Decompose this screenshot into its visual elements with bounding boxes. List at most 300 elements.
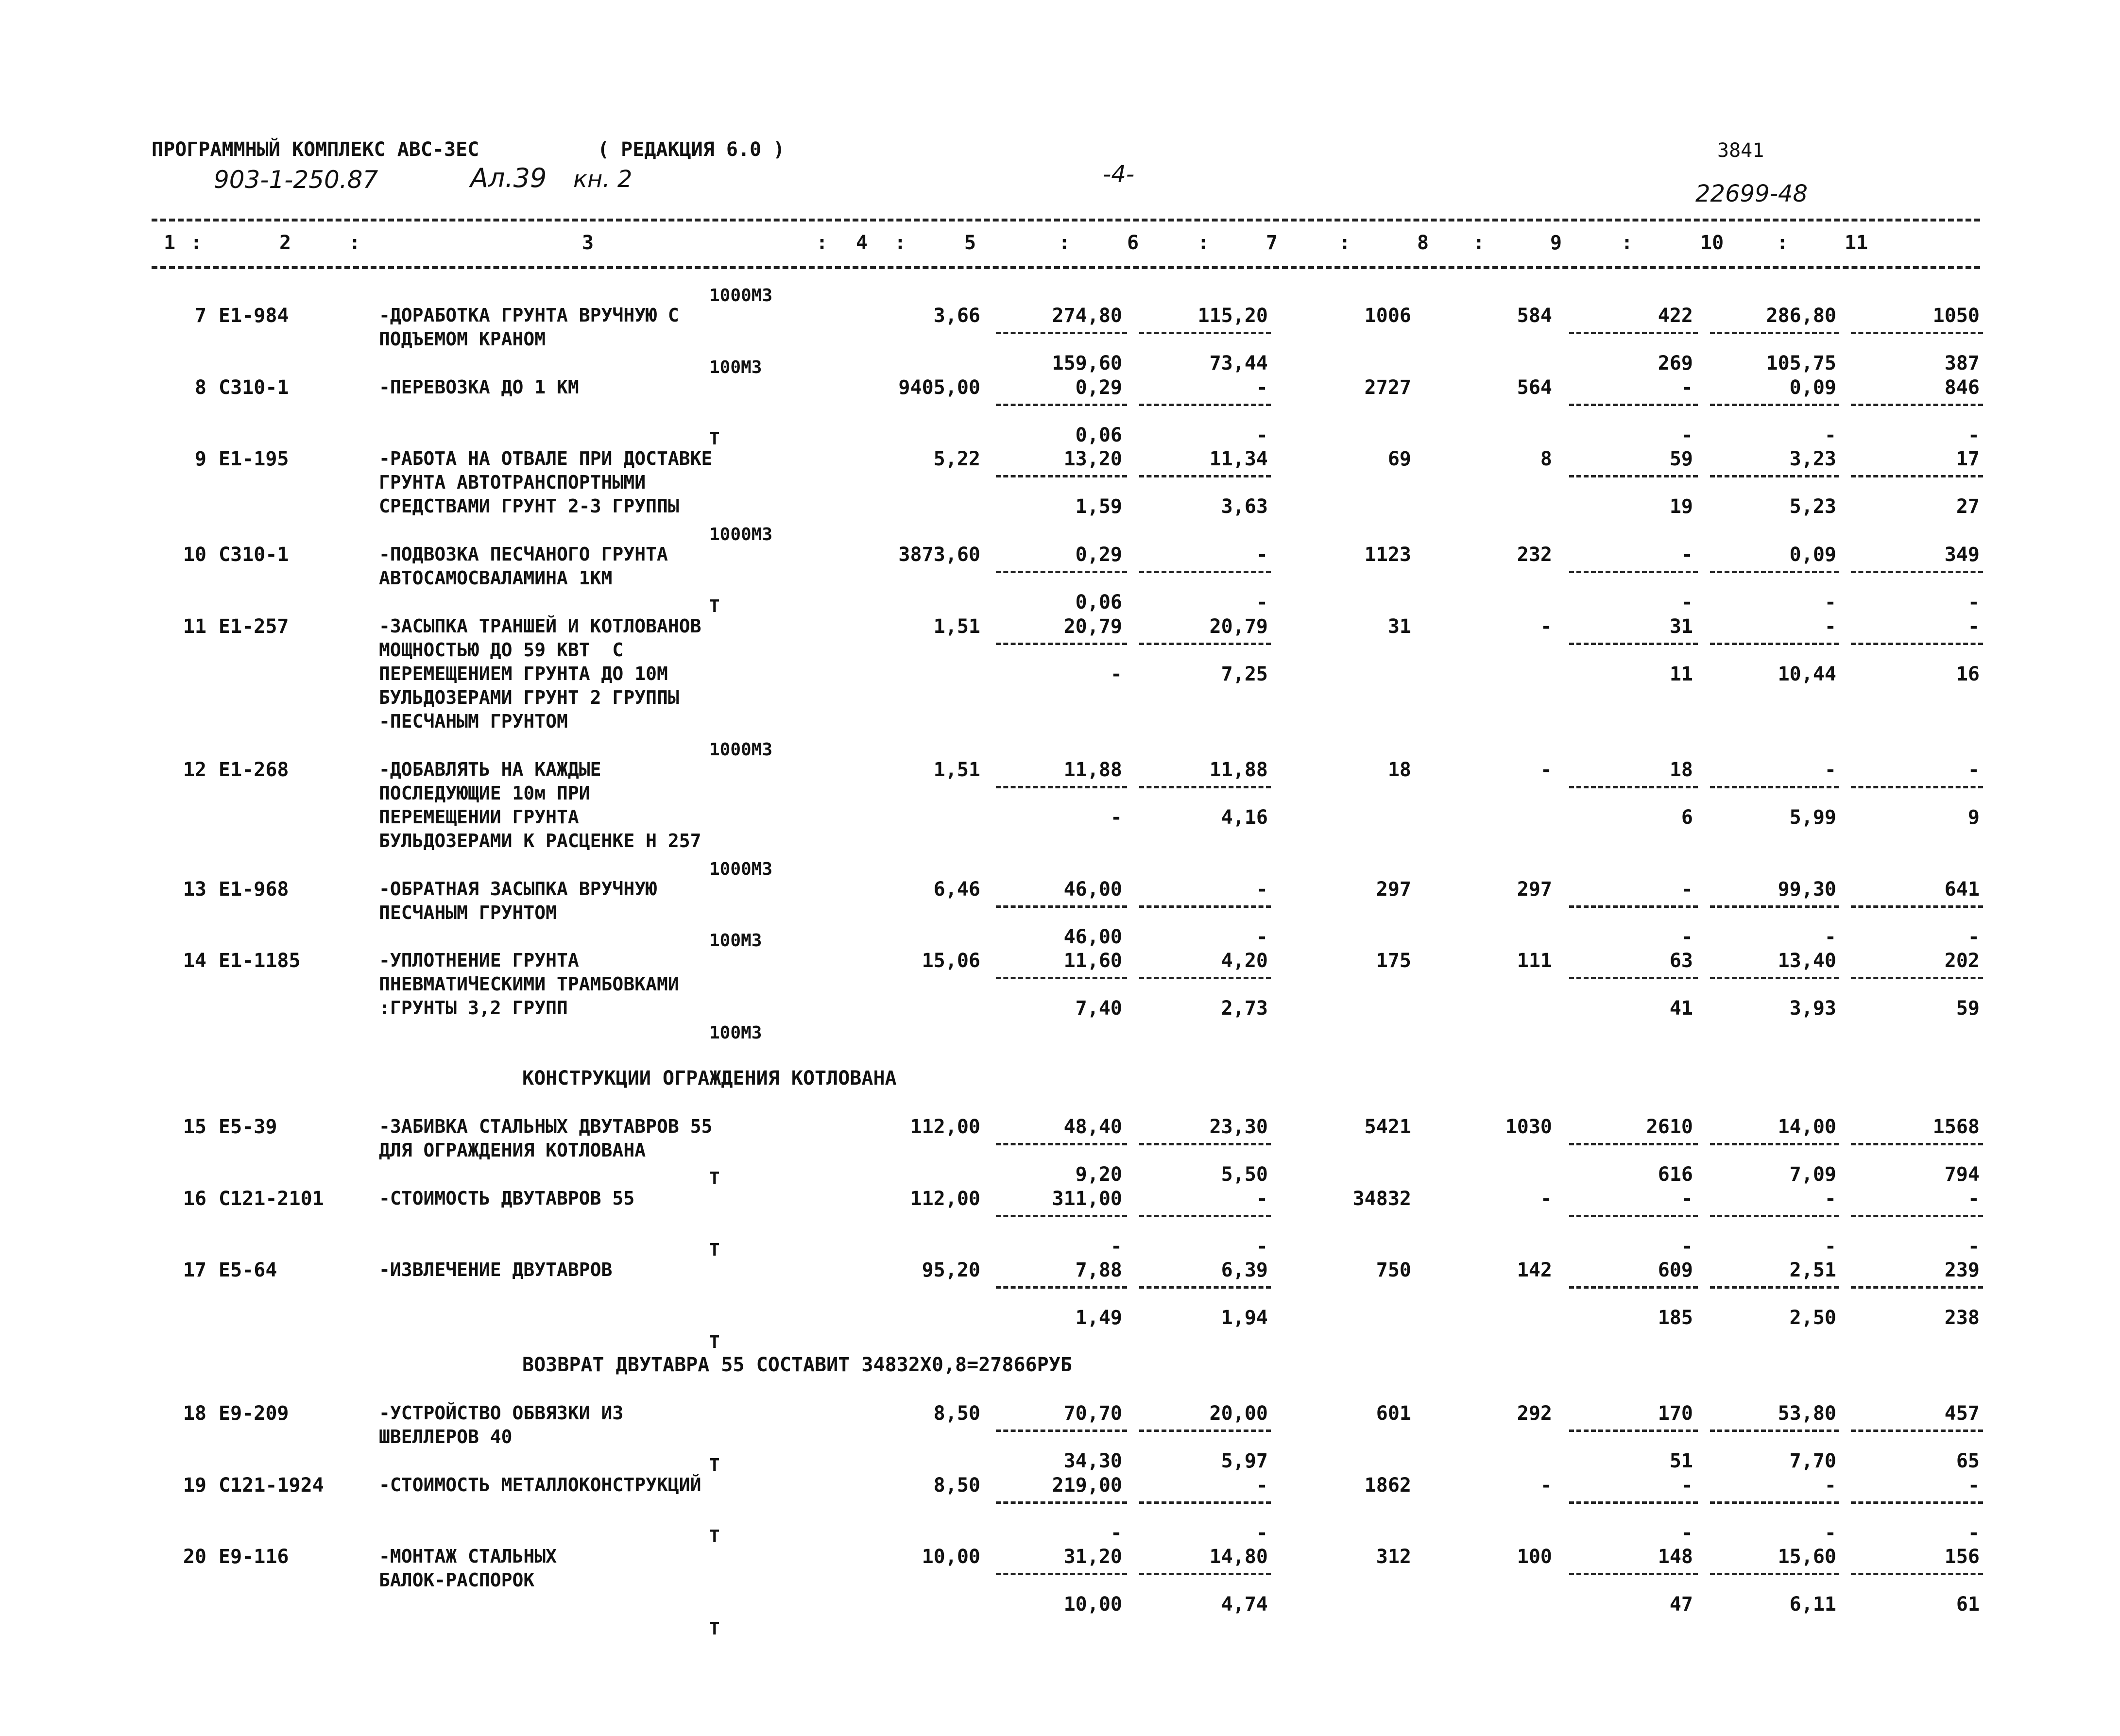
machine-wages-total: 11 <box>1669 663 1693 685</box>
work-description-line: ПЕРЕМЕЩЕНИИ ГРУНТА <box>379 806 579 828</box>
fraction-divider <box>996 1215 1127 1217</box>
column-header-3: 3 <box>582 232 594 254</box>
work-description-line: -ЗАСЫПКА ТРАНШЕЙ И КОТЛОВАНОВ <box>379 615 701 637</box>
total-cost: 18 <box>1387 759 1411 781</box>
labor-per-unit: 99,30 <box>1778 878 1836 901</box>
quantity-value: 112,00 <box>910 1116 980 1138</box>
work-description-line: -СТОИМОСТЬ ДВУТАВРОВ 55 <box>379 1188 635 1209</box>
machinist-labor-total: - <box>1967 424 1980 446</box>
unit-cost-machines: - <box>1256 878 1268 901</box>
unit-cost-total: 13,20 <box>1063 448 1122 470</box>
labor-total: 202 <box>1944 950 1980 972</box>
fraction-divider <box>1569 1573 1698 1575</box>
unit-label: Т <box>709 1527 720 1547</box>
unit-cost-machine-wages: 4,16 <box>1221 806 1268 829</box>
machines-total: 31 <box>1669 615 1693 638</box>
unit-cost-wages: 10,00 <box>1063 1593 1122 1616</box>
machines-total: - <box>1681 1188 1693 1210</box>
machinist-labor-total: - <box>1967 1522 1980 1544</box>
fraction-divider <box>1139 786 1271 788</box>
unit-cost-wages: 0,06 <box>1075 591 1122 613</box>
fraction-divider <box>1139 643 1271 645</box>
unit-cost-machine-wages: - <box>1256 926 1268 948</box>
labor-per-unit: 14,00 <box>1778 1116 1836 1138</box>
machinist-labor-per-unit: 105,75 <box>1766 352 1836 374</box>
unit-cost-machine-wages: 2,73 <box>1221 997 1268 1020</box>
work-description-line: ПЕРЕМЕЩЕНИЕМ ГРУНТА ДО 10М <box>379 663 668 684</box>
fraction-divider <box>1569 786 1698 788</box>
column-header-1: 1 <box>164 232 176 254</box>
unit-label: 100М3 <box>709 357 762 377</box>
labor-per-unit: 0,09 <box>1789 376 1836 399</box>
machinist-labor-total: 794 <box>1944 1163 1980 1186</box>
fraction-divider <box>1569 977 1698 979</box>
column-separator: : <box>190 232 203 254</box>
unit-cost-machine-wages: 73,44 <box>1209 352 1268 374</box>
labor-per-unit: 286,80 <box>1766 305 1836 327</box>
work-description-line: -ДОБАВЛЯТЬ НА КАЖДЫЕ <box>379 759 601 780</box>
row-number: 17 <box>183 1259 206 1281</box>
unit-label: Т <box>709 1240 720 1260</box>
fraction-divider <box>1710 1573 1839 1575</box>
labor-total: 17 <box>1956 448 1980 470</box>
fraction-divider <box>1851 332 1983 334</box>
fraction-divider <box>1139 571 1271 573</box>
machine-wages-total: - <box>1681 926 1693 948</box>
labor-per-unit: 2,51 <box>1789 1259 1836 1281</box>
unit-cost-wages: 1,59 <box>1075 495 1122 518</box>
fraction-divider <box>1851 404 1983 406</box>
unit-cost-machines: - <box>1256 1474 1268 1497</box>
labor-total: - <box>1967 615 1980 638</box>
fraction-divider <box>1710 977 1839 979</box>
machinist-labor-total: 27 <box>1956 495 1980 518</box>
unit-cost-machine-wages: 4,74 <box>1221 1593 1268 1616</box>
work-description-line: :ГРУНТЫ 3,2 ГРУПП <box>379 997 568 1019</box>
column-separator: : <box>1339 232 1351 254</box>
column-separator: : <box>816 232 828 254</box>
fraction-divider <box>1710 332 1839 334</box>
work-description-line: -ПЕРЕВОЗКА ДО 1 КМ <box>379 376 579 398</box>
row-number: 9 <box>194 448 206 470</box>
work-description-line: ГРУНТА АВТОТРАНСПОРТНЫМИ <box>379 472 646 493</box>
work-description-line: БАЛОК-РАСПОРОК <box>379 1569 535 1591</box>
machines-total: - <box>1681 878 1693 901</box>
labor-total: 846 <box>1944 376 1980 399</box>
unit-cost-wages: 7,40 <box>1075 997 1122 1020</box>
section-title-enclosure: КОНСТРУКЦИИ ОГРАЖДЕНИЯ КОТЛОВАНА <box>522 1067 897 1089</box>
rate-code: С310-1 <box>219 544 289 566</box>
section-title-refund: ВОЗВРАТ ДВУТАВРА 55 СОСТАВИТ 34832Х0,8=27866РУБ <box>522 1354 1072 1376</box>
total-cost: 601 <box>1376 1402 1411 1425</box>
machine-wages-total: - <box>1681 424 1693 446</box>
total-cost: 750 <box>1376 1259 1411 1281</box>
unit-label: Т <box>709 1619 720 1639</box>
machinist-labor-total: 59 <box>1956 997 1980 1020</box>
rate-code: С121-2101 <box>219 1188 324 1210</box>
quantity-value: 8,50 <box>933 1402 980 1425</box>
fraction-divider <box>1851 475 1983 477</box>
row-number: 20 <box>183 1546 206 1568</box>
unit-cost-machines: 11,34 <box>1209 448 1268 470</box>
rate-code: Е1-268 <box>219 759 289 781</box>
labor-per-unit: - <box>1824 615 1836 638</box>
fraction-divider <box>1851 1143 1983 1145</box>
unit-label: 1000М3 <box>709 859 773 879</box>
machinist-labor-per-unit: 6,11 <box>1789 1593 1836 1616</box>
machine-wages-total: 269 <box>1658 352 1693 374</box>
row-number: 8 <box>194 376 206 399</box>
machinist-labor-per-unit: - <box>1824 424 1836 446</box>
labor-per-unit: - <box>1824 1474 1836 1497</box>
fraction-divider <box>1851 1501 1983 1504</box>
stamp-top: 3841 <box>1717 139 1764 162</box>
machinist-labor-total: 387 <box>1944 352 1980 374</box>
fraction-divider <box>996 1501 1127 1504</box>
unit-label: Т <box>709 1455 720 1475</box>
unit-cost-wages: 46,00 <box>1063 926 1122 948</box>
row-number: 18 <box>183 1402 206 1425</box>
wages-total: 1030 <box>1505 1116 1552 1138</box>
work-description-line: ПОСЛЕДУЮЩИЕ 10м ПРИ <box>379 783 590 804</box>
unit-cost-wages: 1,49 <box>1075 1307 1122 1329</box>
work-description-line: АВТОСАМОСВАЛАМИНА 1КМ <box>379 567 613 589</box>
machinist-labor-per-unit: - <box>1824 1235 1836 1258</box>
quantity-value: 10,00 <box>922 1546 980 1568</box>
labor-total: 156 <box>1944 1546 1980 1568</box>
work-description-line: МОЩНОСТЬЮ ДО 59 КВТ С <box>379 639 624 661</box>
machinist-labor-total: 9 <box>1967 806 1980 829</box>
stamp-bottom: 22699-48 <box>1695 180 1808 207</box>
unit-label: 100М3 <box>709 931 762 951</box>
total-cost: 31 <box>1387 615 1411 638</box>
row-number: 13 <box>183 878 206 901</box>
quantity-value: 9405,00 <box>898 376 980 399</box>
wages-total: - <box>1540 759 1552 781</box>
column-header-7: 7 <box>1266 232 1278 254</box>
column-separator: : <box>1473 232 1485 254</box>
fraction-divider <box>1139 1143 1271 1145</box>
machinist-labor-per-unit: 5,23 <box>1789 495 1836 518</box>
fraction-divider <box>996 571 1127 573</box>
quantity-value: 5,22 <box>933 448 980 470</box>
labor-total: 349 <box>1944 544 1980 566</box>
unit-cost-total: 70,70 <box>1063 1402 1122 1425</box>
unit-label: 1000М3 <box>709 740 773 760</box>
machinist-labor-per-unit: 3,93 <box>1789 997 1836 1020</box>
fraction-divider <box>996 1286 1127 1289</box>
total-cost: 2727 <box>1364 376 1411 399</box>
fraction-divider <box>996 786 1127 788</box>
column-separator: : <box>894 232 906 254</box>
column-header-11: 11 <box>1845 232 1868 254</box>
labor-total: - <box>1967 1474 1980 1497</box>
labor-total: 1568 <box>1932 1116 1980 1138</box>
labor-per-unit: 13,40 <box>1778 950 1836 972</box>
fraction-divider <box>1851 977 1983 979</box>
unit-label: Т <box>709 1169 720 1189</box>
machines-total: 63 <box>1669 950 1693 972</box>
machines-total: 2610 <box>1646 1116 1693 1138</box>
rate-code: Е1-984 <box>219 305 289 327</box>
rate-code: С121-1924 <box>219 1474 324 1497</box>
work-description-line: -МОНТАЖ СТАЛЬНЫХ <box>379 1546 557 1567</box>
fraction-divider <box>1139 475 1271 477</box>
column-header-2: 2 <box>279 232 291 254</box>
fraction-divider <box>1710 1430 1839 1432</box>
wages-total: 564 <box>1517 376 1552 399</box>
total-cost: 5421 <box>1364 1116 1411 1138</box>
unit-cost-total: 11,88 <box>1063 759 1122 781</box>
unit-cost-machine-wages: - <box>1256 1235 1268 1258</box>
machinist-labor-per-unit: 2,50 <box>1789 1307 1836 1329</box>
labor-total: - <box>1967 759 1980 781</box>
unit-cost-total: 0,29 <box>1075 376 1122 399</box>
column-separator: : <box>1621 232 1633 254</box>
machine-wages-total: 6 <box>1681 806 1693 829</box>
quantity-value: 8,50 <box>933 1474 980 1497</box>
album-label: Ал.39 <box>470 163 547 193</box>
labor-total: 457 <box>1944 1402 1980 1425</box>
machines-total: 422 <box>1658 305 1693 327</box>
quantity-value: 3873,60 <box>898 544 980 566</box>
fraction-divider <box>1139 905 1271 908</box>
unit-label: Т <box>709 429 720 449</box>
machines-total: - <box>1681 1474 1693 1497</box>
unit-cost-wages: - <box>1110 1522 1122 1544</box>
doc-code: 903-1-250.87 <box>214 166 378 194</box>
fraction-divider <box>1569 1430 1698 1432</box>
fraction-divider <box>1851 643 1983 645</box>
machines-total: 170 <box>1658 1402 1693 1425</box>
fraction-divider <box>1569 1215 1698 1217</box>
fraction-divider <box>1139 1286 1271 1289</box>
fraction-divider <box>996 404 1127 406</box>
work-description-line: -ПЕСЧАНЫМ ГРУНТОМ <box>379 711 568 732</box>
fraction-divider <box>1851 905 1983 908</box>
fraction-divider <box>996 1573 1127 1575</box>
machinist-labor-per-unit: - <box>1824 926 1836 948</box>
unit-cost-machines: - <box>1256 544 1268 566</box>
work-description-line: -РАБОТА НА ОТВАЛЕ ПРИ ДОСТАВКЕ <box>379 448 713 469</box>
fraction-divider <box>1569 475 1698 477</box>
fraction-divider <box>996 977 1127 979</box>
wages-total: 8 <box>1540 448 1552 470</box>
machine-wages-total: - <box>1681 1522 1693 1544</box>
wages-total: 100 <box>1517 1546 1552 1568</box>
unit-cost-machine-wages: 7,25 <box>1221 663 1268 685</box>
wages-total: - <box>1540 1188 1552 1210</box>
labor-total: 641 <box>1944 878 1980 901</box>
fraction-divider <box>996 905 1127 908</box>
column-header-6: 6 <box>1127 232 1139 254</box>
unit-cost-machines: 11,88 <box>1209 759 1268 781</box>
fraction-divider <box>1139 404 1271 406</box>
column-separator: : <box>1059 232 1071 254</box>
column-header-10: 10 <box>1700 232 1724 254</box>
machine-wages-total: - <box>1681 1235 1693 1258</box>
machinist-labor-total: - <box>1967 1235 1980 1258</box>
row-number: 14 <box>183 950 206 972</box>
quantity-value: 95,20 <box>922 1259 980 1281</box>
unit-cost-machine-wages: 5,50 <box>1221 1163 1268 1186</box>
fraction-divider <box>996 1143 1127 1145</box>
work-description-line: -ИЗВЛЕЧЕНИЕ ДВУТАВРОВ <box>379 1259 613 1280</box>
row-number: 19 <box>183 1474 206 1497</box>
machines-total: 18 <box>1669 759 1693 781</box>
unit-cost-machines: - <box>1256 1188 1268 1210</box>
total-cost: 297 <box>1376 878 1411 901</box>
fraction-divider <box>1710 1286 1839 1289</box>
total-cost: 1862 <box>1364 1474 1411 1497</box>
machinist-labor-total: 65 <box>1956 1450 1980 1472</box>
unit-cost-machines: 14,80 <box>1209 1546 1268 1568</box>
unit-cost-wages: 0,06 <box>1075 424 1122 446</box>
unit-cost-total: 0,29 <box>1075 544 1122 566</box>
fraction-divider <box>1139 1573 1271 1575</box>
unit-cost-total: 7,88 <box>1075 1259 1122 1281</box>
machinist-labor-total: 238 <box>1944 1307 1980 1329</box>
machines-total: - <box>1681 544 1693 566</box>
row-number: 10 <box>183 544 206 566</box>
rate-code: Е1-968 <box>219 878 289 901</box>
machine-wages-total: 47 <box>1669 1593 1693 1616</box>
unit-cost-machine-wages: - <box>1256 1522 1268 1544</box>
fraction-divider <box>996 475 1127 477</box>
quantity-value: 15,06 <box>922 950 980 972</box>
labor-total: 239 <box>1944 1259 1980 1281</box>
fraction-divider <box>1851 1573 1983 1575</box>
fraction-divider <box>1569 332 1698 334</box>
work-description-line: -СТОИМОСТЬ МЕТАЛЛОКОНСТРУКЦИЙ <box>379 1474 701 1496</box>
unit-label: 100М3 <box>709 1023 762 1043</box>
machine-wages-total: 41 <box>1669 997 1693 1020</box>
header-rule-top <box>152 219 1980 221</box>
quantity-value: 3,66 <box>933 305 980 327</box>
unit-cost-total: 11,60 <box>1063 950 1122 972</box>
rate-code: Е9-116 <box>219 1546 289 1568</box>
fraction-divider <box>1569 905 1698 908</box>
fraction-divider <box>996 1430 1127 1432</box>
book-label: кн. 2 <box>573 166 633 193</box>
wages-total: - <box>1540 615 1552 638</box>
wages-total: 232 <box>1517 544 1552 566</box>
machinist-labor-total: - <box>1967 926 1980 948</box>
machinist-labor-total: 61 <box>1956 1593 1980 1616</box>
total-cost: 175 <box>1376 950 1411 972</box>
quantity-value: 6,46 <box>933 878 980 901</box>
wages-total: 292 <box>1517 1402 1552 1425</box>
wages-total: 111 <box>1517 950 1552 972</box>
machine-wages-total: - <box>1681 591 1693 613</box>
fraction-divider <box>1710 643 1839 645</box>
unit-cost-wages: - <box>1110 806 1122 829</box>
quantity-value: 1,51 <box>933 759 980 781</box>
unit-cost-machines: - <box>1256 376 1268 399</box>
work-description-line: -УСТРОЙСТВО ОБВЯЗКИ ИЗ <box>379 1402 624 1424</box>
fraction-divider <box>1710 475 1839 477</box>
unit-cost-machine-wages: 3,63 <box>1221 495 1268 518</box>
unit-cost-machine-wages: 5,97 <box>1221 1450 1268 1472</box>
work-description-line: -ПОДВОЗКА ПЕСЧАНОГО ГРУНТА <box>379 544 668 565</box>
unit-cost-total: 46,00 <box>1063 878 1122 901</box>
machines-total: - <box>1681 376 1693 399</box>
machine-wages-total: 51 <box>1669 1450 1693 1472</box>
work-description-line: -ДОРАБОТКА ГРУНТА ВРУЧНУЮ С <box>379 305 679 326</box>
fraction-divider <box>1710 1143 1839 1145</box>
unit-cost-total: 219,00 <box>1052 1474 1122 1497</box>
fraction-divider <box>1569 1286 1698 1289</box>
unit-cost-machines: 20,00 <box>1209 1402 1268 1425</box>
column-header-4: 4 <box>856 232 868 254</box>
fraction-divider <box>1139 332 1271 334</box>
program-title: ПРОГРАММНЫЙ КОМПЛЕКС АВС-3ЕС <box>152 138 479 161</box>
wages-total: 297 <box>1517 878 1552 901</box>
fraction-divider <box>996 643 1127 645</box>
fraction-divider <box>1851 1430 1983 1432</box>
labor-total: 1050 <box>1932 305 1980 327</box>
fraction-divider <box>1569 571 1698 573</box>
row-number: 7 <box>194 305 206 327</box>
unit-cost-wages: 159,60 <box>1052 352 1122 374</box>
work-description-line: БУЛЬДОЗЕРАМИ ГРУНТ 2 ГРУППЫ <box>379 687 679 708</box>
labor-per-unit: - <box>1824 1188 1836 1210</box>
unit-cost-wages: - <box>1110 1235 1122 1258</box>
column-header-5: 5 <box>964 232 976 254</box>
fraction-divider <box>1851 786 1983 788</box>
total-cost: 1123 <box>1364 544 1411 566</box>
fraction-divider <box>1139 1430 1271 1432</box>
fraction-divider <box>1710 905 1839 908</box>
machinist-labor-total: - <box>1967 591 1980 613</box>
machine-wages-total: 616 <box>1658 1163 1693 1186</box>
rate-code: С310-1 <box>219 376 289 399</box>
fraction-divider <box>996 332 1127 334</box>
fraction-divider <box>1569 643 1698 645</box>
rate-code: Е5-64 <box>219 1259 277 1281</box>
fraction-divider <box>1710 1501 1839 1504</box>
work-description-line: ПНЕВМАТИЧЕСКИМИ ТРАМБОВКАМИ <box>379 973 679 995</box>
machinist-labor-per-unit: 7,70 <box>1789 1450 1836 1472</box>
unit-cost-wages: 34,30 <box>1063 1450 1122 1472</box>
row-number: 12 <box>183 759 206 781</box>
fraction-divider <box>1851 1286 1983 1289</box>
machinist-labor-per-unit: - <box>1824 591 1836 613</box>
rate-code: Е1-1185 <box>219 950 301 972</box>
machinist-labor-total: 16 <box>1956 663 1980 685</box>
edition-label: ( РЕДАКЦИЯ 6.0 ) <box>598 138 785 161</box>
column-separator: : <box>1197 232 1210 254</box>
work-description-line: -ЗАБИВКА СТАЛЬНЫХ ДВУТАВРОВ 55 <box>379 1116 713 1137</box>
row-number: 11 <box>183 615 206 638</box>
rate-code: Е9-209 <box>219 1402 289 1425</box>
fraction-divider <box>1851 571 1983 573</box>
total-cost: 69 <box>1387 448 1411 470</box>
unit-cost-wages: 9,20 <box>1075 1163 1122 1186</box>
machines-total: 609 <box>1658 1259 1693 1281</box>
unit-cost-total: 20,79 <box>1063 615 1122 638</box>
fraction-divider <box>1710 1215 1839 1217</box>
machines-total: 148 <box>1658 1546 1693 1568</box>
unit-label: Т <box>709 1332 720 1352</box>
fraction-divider <box>1139 1215 1271 1217</box>
rate-code: Е1-195 <box>219 448 289 470</box>
fraction-divider <box>1569 1501 1698 1504</box>
labor-per-unit: - <box>1824 759 1836 781</box>
unit-cost-machines: 6,39 <box>1221 1259 1268 1281</box>
fraction-divider <box>1851 1215 1983 1217</box>
page-number: -4- <box>1103 161 1135 188</box>
